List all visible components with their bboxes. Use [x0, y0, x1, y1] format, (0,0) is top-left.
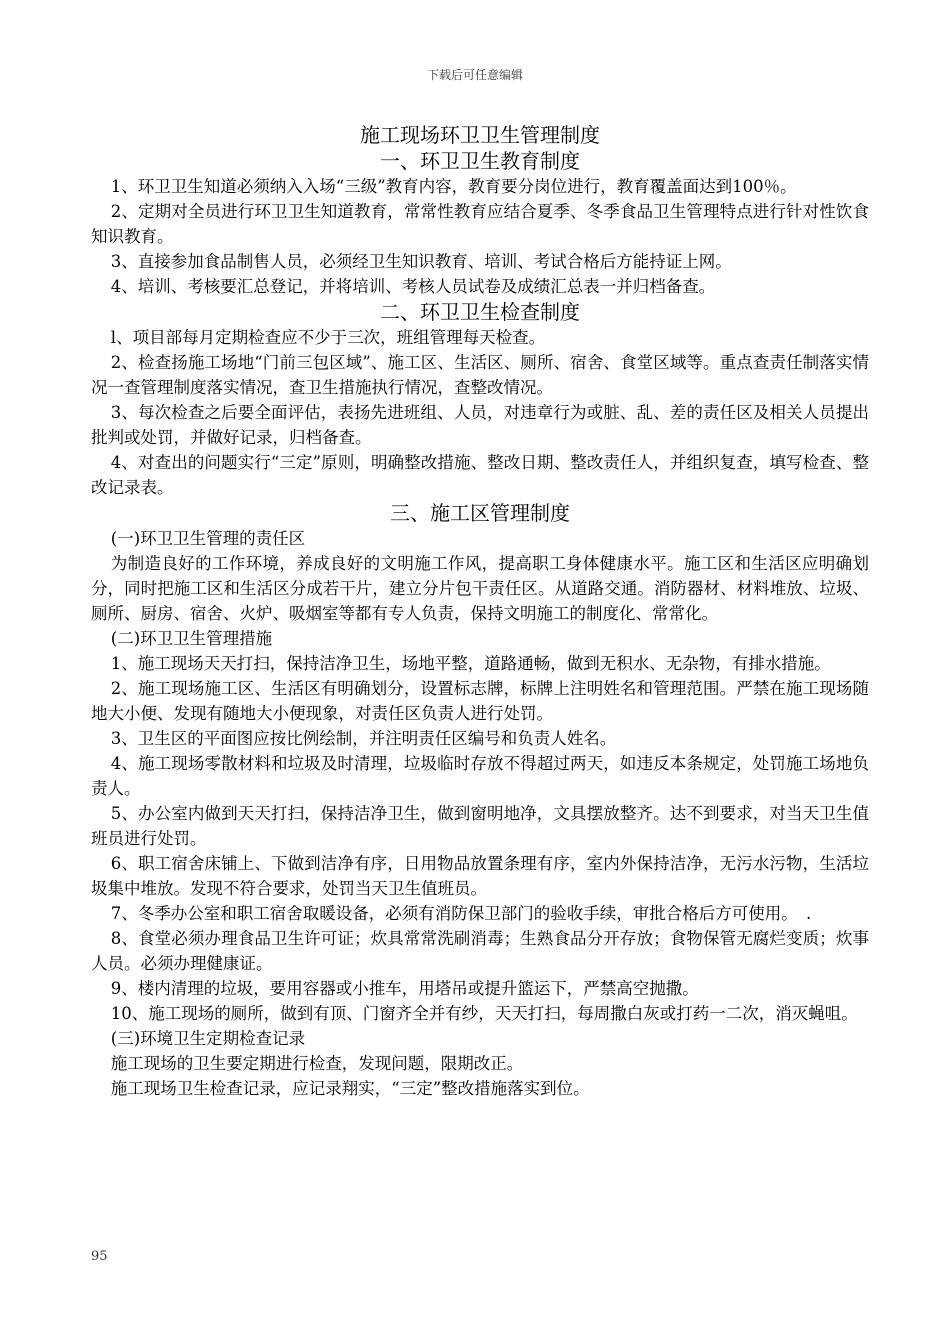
paragraph: 9、楼内清理的垃圾，要用容器或小推车，用塔吊或提升篮运下，严禁高空抛撒。 [110, 979, 699, 998]
paragraph: 7、冬季办公室和职工宿舍取暖设备，必须有消防保卫部门的验收手续，审批合格后方可使用。 . [110, 904, 812, 923]
page-number: 95 [91, 1249, 108, 1264]
paragraph: 5、办公室内做到天天打扫，保持洁净卫生，做到窗明地净，文具摆放整齐。达不到要求，对当天卫生值班员进行处罚。 [91, 804, 869, 848]
document-title: 施工现场环卫卫生管理制度 [360, 123, 600, 147]
paragraph: 1、施工现场天天打扫，保持洁净卫生，场地平整，道路通畅，做到无积水、无杂物，有排水措施。 [110, 654, 831, 673]
paragraph: l、项目部每月定期检查应不少于三次，班组管理每天检查。 [110, 328, 546, 347]
paragraph: 8、食堂必须办理食品卫生许可证；炊具常常洗刷消毒；生熟食品分开存放；食物保管无腐烂变质；炊事人员。必须办理健康证。 [91, 929, 869, 973]
paragraph: 4、对查出的问题实行“三定”原则，明确整改措施、整改日期、整改责任人，并组织复查，填写检查、整改记录表。 [91, 453, 869, 497]
paragraph: 3、每次检查之后要全面评估，表扬先进班组、人员，对违章行为或脏、乱、差的责任区及相关人员提出批判或处罚，并做好记录，归档备查。 [91, 403, 869, 447]
paragraph: 3、卫生区的平面图应按比例绘制，并注明责任区编号和负责人姓名。 [110, 729, 617, 748]
paragraph: 10、施工现场的厕所，做到有顶、门窗齐全并有纱，天天打扫，每周撒白灰或打药一二次，消灭蝇咀。 [110, 1004, 858, 1023]
section-title-2: 二、环卫卫生检查制度 [380, 300, 580, 324]
header-note: 下载后可任意编辑 [426, 68, 523, 82]
paragraph: 施工现场卫生检查记录，应记录翔实，“三定”整改措施落实到位。 [110, 1079, 590, 1098]
subsection-heading: (一)环卫卫生管理的责任区 [110, 529, 306, 548]
section-title-3: 三、施工区管理制度 [390, 501, 570, 525]
subsection-heading: (三)环境卫生定期检查记录 [110, 1029, 306, 1048]
paragraph: 施工现场的卫生要定期进行检查，发现问题，限期改正。 [110, 1054, 524, 1073]
paragraph: 4、培训、考核要汇总登记，并将培训、考核人员试卷及成绩汇总表一并归档备查。 [110, 277, 716, 296]
document-body [91, 122, 869, 1101]
section-title-1: 一、环卫卫生教育制度 [380, 149, 580, 173]
paragraph: 2、检查扬施工场地“门前三包区域”、施工区、生活区、厕所、宿舍、食堂区域等。重点查责任制落实情况一查管理制度落实情况，查卫生措施执行情况，查整改情况。 [91, 353, 869, 397]
paragraph: 1、环卫卫生知道必须纳入入场“三级”教育内容，教育要分岗位进行，教育覆盖面达到100％。 [110, 177, 797, 196]
paragraph: 2、定期对全员进行环卫卫生知道教育，常常性教育应结合夏季、冬季食品卫生管理特点进行针对性饮食知识教育。 [91, 202, 869, 246]
paragraph: 4、施工现场零散材料和垃圾及时清理，垃圾临时存放不得超过两天，如违反本条规定，处罚施工场地负责人。 [91, 754, 869, 798]
paragraph: 6、职工宿舍床铺上、下做到洁净有序，日用物品放置条理有序，室内外保持洁净，无污水污物，生活垃圾集中堆放。发现不符合要求，处罚当天卫生值班员。 [91, 854, 869, 898]
paragraph: 为制造良好的工作环境，养成良好的文明施工作风，提高职工身体健康水平。施工区和生活区应明确划分，同时把施工区和生活区分成若干片，建立分片包干责任区。从道路交通。消防器材、材料堆放、垃圾、厕所、厨房、宿舍、火炉、吸烟室等都有专人负责，保持文明施工的制度化、常常化。 [91, 554, 869, 623]
paragraph: 2、施工现场施工区、生活区有明确划分，设置标志牌，标牌上注明姓名和管理范围。严禁在施工现场随地大小便、发现有随地大小便现象，对责任区负责人进行处罚。 [91, 679, 869, 723]
subsection-heading: (二)环卫卫生管理措施 [110, 629, 273, 648]
paragraph: 3、直接参加食品制售人员，必须经卫生知识教育、培训、考试合格后方能持证上网。 [110, 252, 732, 271]
